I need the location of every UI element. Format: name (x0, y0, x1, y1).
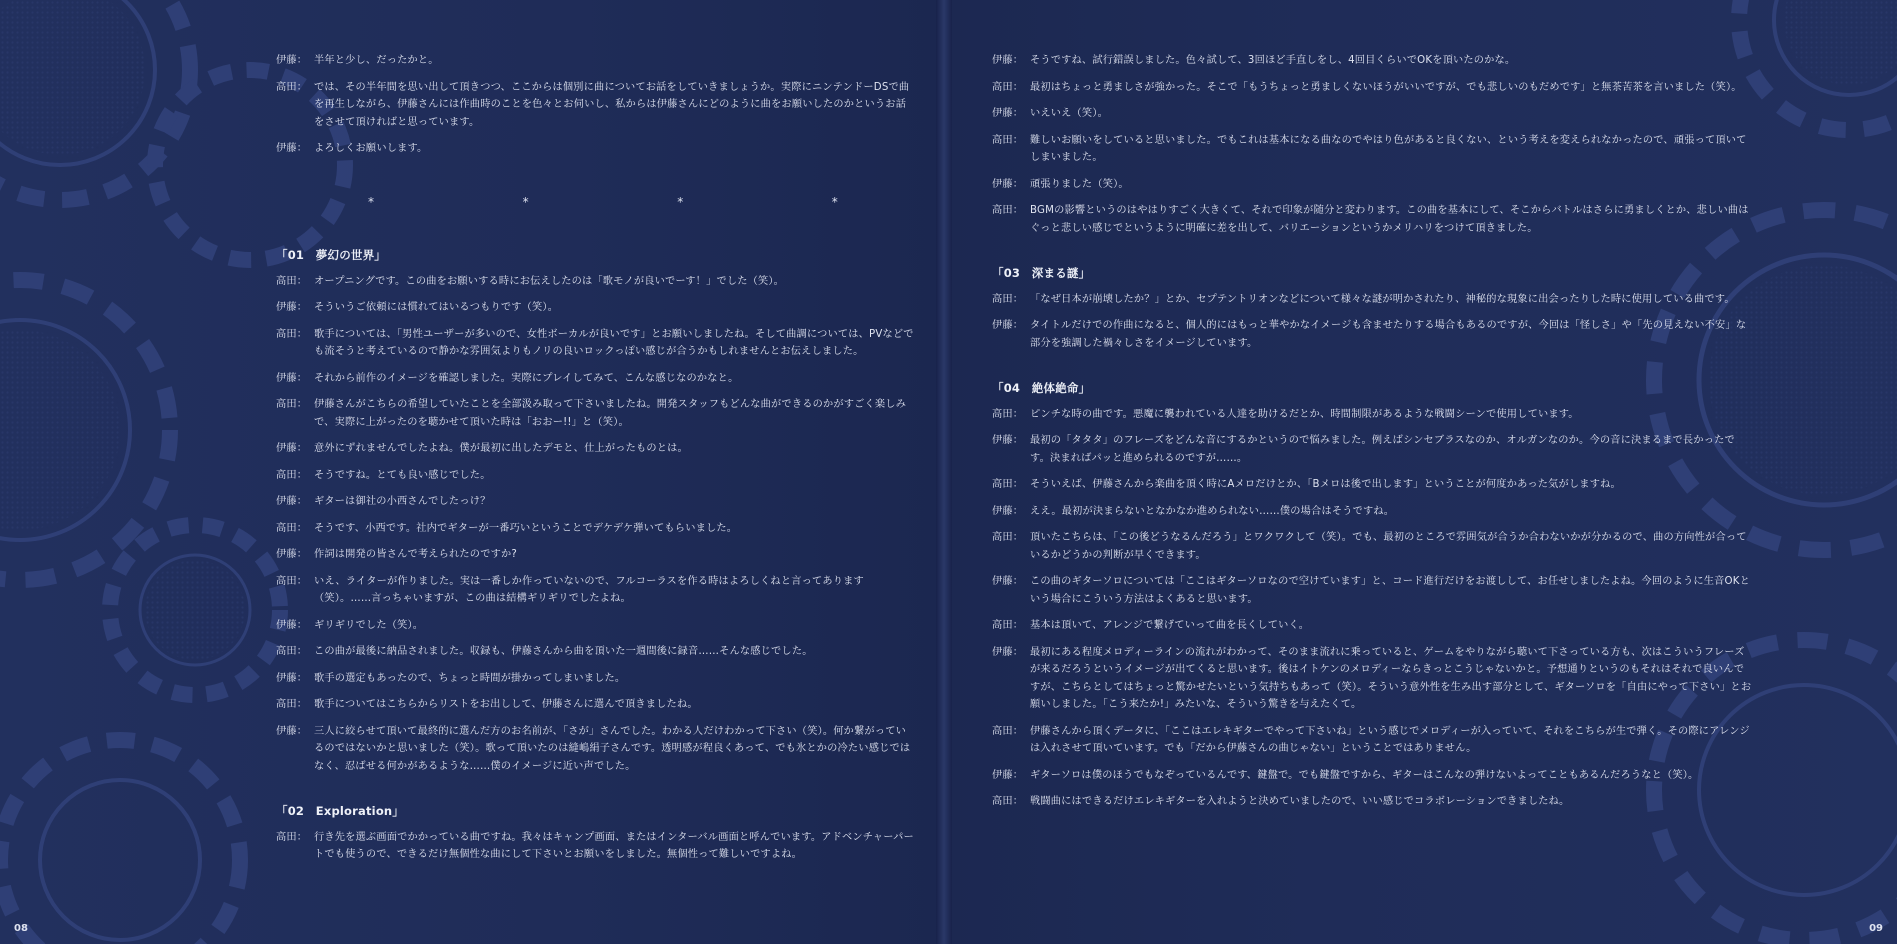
speaker-label: 高田： (276, 522, 308, 534)
dialogue-text: いえいえ（笑）。 (1030, 108, 1108, 119)
speaker-label: 高田： (992, 479, 1024, 490)
speaker-label: 伊藤： (276, 619, 308, 631)
speaker-label: 高田： (276, 328, 308, 340)
speaker-label: 伊藤： (992, 178, 1024, 190)
section3-lines (992, 291, 1752, 353)
dialogue-text: そうですね。とても良い感じでした。 (314, 469, 491, 481)
section-heading-04: 「04 絶体絶命」 (992, 381, 1091, 395)
dialogue-text: それから前作のイメージを確認しました。実際にプレイしてみて、こんな感じなのかなと。 (314, 372, 739, 384)
right-page (944, 0, 1897, 944)
speaker-label: 伊藤： (276, 672, 308, 684)
speaker-label: 伊藤： (992, 55, 1024, 66)
section-divider-stars: * * * * (368, 194, 838, 209)
dialogue-line (276, 440, 916, 458)
dialogue-line (992, 406, 1752, 424)
speaker-label: 高田： (992, 796, 1024, 807)
dialogue-text: 行き先を選ぶ画面でかかっている曲ですね。我々はキャンプ画面、またはインターバル画面と呼んでいます。アドベンチャーパートでも使うので、できるだけ無個性な曲にして下さいとお願いをしました。無個性って難しいですよね。 (314, 831, 914, 860)
dialogue-line: 伊藤： 半年と少し、だったかと。 (276, 55, 439, 66)
dialogue-line (276, 829, 916, 864)
dialogue-text: 歌手については、「男性ユーザーが多いので、女性ボーカルが良いです」とお願いしましたね。そして曲調については、PVなどでも流そうと考えているので静かな雰囲気よりもノリの良いロックっぽい感じが合うかもしれませんとお伝えしました。 (314, 328, 914, 357)
dialogue-line (992, 105, 1752, 123)
dialogue-line (276, 326, 916, 361)
speaker-label: 高田： (992, 725, 1024, 737)
dialogue-line (992, 132, 1752, 167)
dialogue-line (276, 696, 916, 714)
dialogue-text: 頑張りました（笑）。 (1030, 178, 1129, 190)
dialogue-line (992, 723, 1752, 758)
speaker-label: 高田： (276, 575, 308, 587)
dialogue-line (992, 767, 1752, 785)
dialogue-text: ギリギリでした（笑）。 (314, 619, 424, 631)
page-number-left: 08 (14, 923, 28, 934)
page-number-right: 09 (1869, 923, 1883, 934)
dialogue-line (276, 467, 916, 485)
dialogue-line (992, 52, 1752, 70)
dialogue-text: 最初にある程度メロディーラインの流れがわかって、そのまま流れに乗っていると、ゲームをやりながら聴いて下さっている方も、次はこういうフレーズが来るだろうというイメージが出てくると思います。後はイトケンのメロディーならきっとこうじゃないかと。予想通りというのもそれはそれで良いんですが、こちらとしてはちょっと驚かせたいという気持ちもあって（笑）。そういう意外性を生み出す部分として、ギターソロを「自由にやって下さい」とお願いしました。「こう来たか!」みたいな、そういう驚きを与えたくて。 (1030, 646, 1752, 710)
dialogue-text: 頂いたこちらは、「この後どうなるんだろう」とワクワクして（笑）。でも、最初のところで雰囲気が合うか合わないかが分かるので、曲の方向性が合っているかどうかの判断が早くできます。 (1030, 532, 1747, 561)
dialogue-line (992, 202, 1752, 237)
dialogue-text: ピンチな時の曲です。悪魔に襲われている人達を助けるだとか、時間制限があるような戦闘シーンで使用しています。 (1030, 408, 1579, 420)
dialogue-line (276, 493, 916, 511)
dialogue-line (276, 370, 916, 388)
speaker-label: 伊藤： (992, 108, 1024, 119)
dialogue-text: 最初はちょっと勇ましさが強かった。そこで「もうちょっと勇ましくないほうがいいですが、でも悲しいのもだめです」と無茶苦茶を言いました（笑）。 (1030, 81, 1742, 93)
dialogue-line (276, 546, 916, 564)
dialogue-line (276, 396, 916, 431)
dialogue-line (992, 317, 1752, 352)
speaker-label: 高田： (276, 399, 308, 410)
dialogue-text: ええ。最初が決まらないとなかなか進められない……僕の場合はそうですね。 (1030, 505, 1395, 517)
speaker-label: 高田： (992, 81, 1024, 93)
dialogue-line (276, 520, 916, 538)
dialogue-text: タイトルだけでの作曲になると、個人的にはもっと華やかなイメージも含ませたりする場合もあるのですが、今回は「怪しさ」や「先の見えない不安」な部分を強調した禍々しさをイメージしています。 (1030, 320, 1747, 349)
dialogue-line (992, 176, 1752, 194)
speaker-label: 伊藤： (992, 576, 1024, 587)
section-heading-02: 「02 Exploration」 (276, 804, 405, 818)
dialogue-line: 伊藤： よろしくお願いします。 (276, 143, 428, 154)
speaker-label: 高田： (276, 646, 308, 657)
section4-lines (992, 406, 1752, 811)
speaker-label: 高田： (992, 293, 1024, 305)
speaker-label: 高田： (992, 205, 1024, 216)
dialogue-text: BGMの影響というのはやはりすごく大きくて、それで印象が随分と変わります。この曲を基本にして、そこからバトルはさらに勇ましくとか、悲しい曲はぐっと悲しい感じでというように明確に差を出して、バリエーションというかメリハリをつけて頂きました。 (1030, 205, 1749, 234)
speaker-label: 伊藤： (992, 646, 1024, 658)
dialogue-text: 歌手の選定もあったので、ちょっと時間が掛かってしまいました。 (314, 672, 626, 684)
intro-lines (992, 52, 1752, 237)
speaker-label: 高田： (276, 831, 308, 843)
speaker-label: 伊藤： (276, 496, 308, 507)
dialogue-text: 歌手についてはこちらからリストをお出しして、伊藤さんに選んで頂きましたね。 (314, 699, 698, 710)
dialogue-text: 伊藤さんから頂くデータに、「ここはエレキギターでやって下さいね」という感じでメロディーが入っていて、それをこちらが生で弾く。その際にアレンジは入れさせて頂いています。でも「だから伊藤さんの曲じゃない」ということではありません。 (1030, 725, 1750, 754)
speaker-label: 伊藤： (992, 320, 1024, 331)
dialogue-line (276, 573, 916, 608)
section1-lines (276, 273, 916, 776)
right-page-text (992, 52, 1752, 820)
speaker-label: 伊藤： (992, 769, 1024, 781)
speaker-label: 高田： (276, 469, 308, 481)
section-heading-01: 「01 夢幻の世界」 (276, 248, 387, 262)
speaker-label: 高田： (276, 275, 308, 287)
dialogue-text: 最初の「タタタ」のフレーズをどんな音にするかというので悩みました。例えばシンセブラスなのか、オルガンなのか。今の音に決まるまで長かったです。決まればパッと進められるのですが……。 (1030, 435, 1735, 464)
dialogue-line (992, 617, 1752, 635)
speaker-label: 高田： (992, 134, 1024, 146)
dialogue-text: 戦闘曲にはできるだけエレキギターを入れようと決めていましたので、いい感じでコラボレーションできましたね。 (1030, 796, 1570, 807)
dialogue-text: いえ、ライターが作りました。実は一番しか作っていないので、フルコーラスを作る時はよろしくねと言ってあります（笑）。……言っちゃいますが、この曲は結構ギリギリでしたよね。 (314, 575, 864, 604)
dialogue-text: そういうご依頼には慣れてはいるつもりです（笑）。 (314, 302, 559, 313)
dialogue-line (992, 291, 1752, 309)
speaker-label: 伊藤： (992, 435, 1024, 446)
speaker-label: 高田： (276, 699, 308, 710)
speaker-label: 伊藤： (276, 549, 308, 560)
dialogue-line: 高田： では、その半年間を思い出して頂きつつ、ここからは個別に曲についてお話をしていきましょうか。実際にニンテンドーDSで曲を再生しながら、伊藤さんには作曲時のことを色々とお伺いし、私からは伊藤さんにどのように曲をお願いしたのかというお話をさせて頂ければと思っています。 (276, 81, 910, 128)
dialogue-text: そうです、小西です。社内でギターが一番巧いということでデケデケ弾いてもらいました。 (314, 522, 738, 534)
dialogue-text: そうですね、試行錯誤しました。色々試して、3回ほど手直しをし、4回目くらいでOKを頂いたのかな。 (1030, 55, 1516, 66)
book-spine (936, 0, 952, 944)
speaker-label: 高田： (992, 408, 1024, 420)
speaker-label: 高田： (992, 620, 1024, 631)
section2-lines (276, 829, 916, 864)
left-page-text (276, 52, 916, 873)
dialogue-line (992, 793, 1752, 811)
dialogue-text: そういえば、伊藤さんから楽曲を頂く時にAメロだけとか、「Bメロは後で出します」ということが何度かあった気がしますね。 (1030, 479, 1621, 490)
dialogue-line (276, 723, 916, 776)
dialogue-text: 「なぜ日本が崩壊したか？」とか、セプテントリオンなどについて様々な謎が明かされたり、神秘的な現象に出会ったりした時に使用している曲です。 (1030, 293, 1735, 305)
dialogue-line (992, 573, 1752, 608)
dialogue-line (276, 670, 916, 688)
dialogue-text: 基本は頂いて、アレンジで繋げていって曲を長くしていく。 (1030, 620, 1310, 631)
dialogue-text: ギターソロは僕のほうでもなぞっているんです、鍵盤で。でも鍵盤ですから、ギターはこんなの弾けないよってこともあるんだろうなと（笑）。 (1030, 769, 1699, 781)
section-heading-03: 「03 深まる謎」 (992, 266, 1091, 280)
dialogue-line (276, 299, 916, 317)
dialogue-line (276, 617, 916, 635)
dialogue-line (992, 432, 1752, 467)
dialogue-text: オープニングです。この曲をお願いする時にお伝えしたのは「歌モノが良いでーす！」でした（笑）。 (314, 275, 785, 287)
speaker-label: 伊藤： (276, 372, 308, 384)
speaker-label: 伊藤： (276, 302, 308, 313)
dialogue-text: 意外にずれませんでしたよね。僕が最初に出したデモと、仕上がったものとは。 (314, 443, 688, 454)
dialogue-line (992, 529, 1752, 564)
dialogue-text: ギターは御社の小西さんでしたっけ？ (314, 496, 491, 507)
dialogue-line (992, 644, 1752, 714)
speaker-label: 高田： (992, 532, 1024, 543)
dialogue-text: 三人に絞らせて頂いて最終的に選んだ方のお名前が、「さが」さんでした。わかる人だけわかって下さい（笑）。何か繋がっているのではないかと思いました（笑）。歌って頂いたのは縫嶋絹子さんです。透明感が程良くあって、でも氷とかの冷たい感じではなく、忍ばせる何かがあるような……僕のイメージに近い声でした。 (314, 725, 911, 772)
dialogue-text: 作詞は開発の皆さんで考えられたのですか? (314, 549, 517, 560)
dialogue-line (992, 476, 1752, 494)
speaker-label: 伊藤： (276, 725, 308, 737)
dialogue-line (276, 643, 916, 661)
speaker-label: 伊藤： (276, 443, 308, 454)
dialogue-text: 伊藤さんがこちらの希望していたことを全部汲み取って下さいましたね。開発スタッフもどんな曲ができるのかがすごく楽しみで、実際に上がったのを聴かせて頂いた時は「おおー!!」と（笑）。 (314, 399, 907, 428)
dialogue-line (276, 273, 916, 291)
dialogue-text: 難しいお願いをしていると思いました。でもこれは基本になる曲なのでやはり色があると良くない、という考えを変えられなかったので、頑張って頂いてしまいました。 (1030, 134, 1747, 163)
left-page (0, 0, 944, 944)
speaker-label: 伊藤： (992, 505, 1024, 517)
dialogue-text: この曲のギターソロについては「ここはギターソロなので空けています」と、コード進行だけをお渡しして、お任せしましたよね。今回のように生音OKという場合にこういう方法はよくあると思います。 (1030, 576, 1751, 605)
dialogue-line (992, 79, 1752, 97)
dialogue-text: この曲が最後に納品されました。収録も、伊藤さんから曲を頂いた一週間後に録音……そんな感じでした。 (314, 646, 813, 657)
dialogue-line (992, 503, 1752, 521)
